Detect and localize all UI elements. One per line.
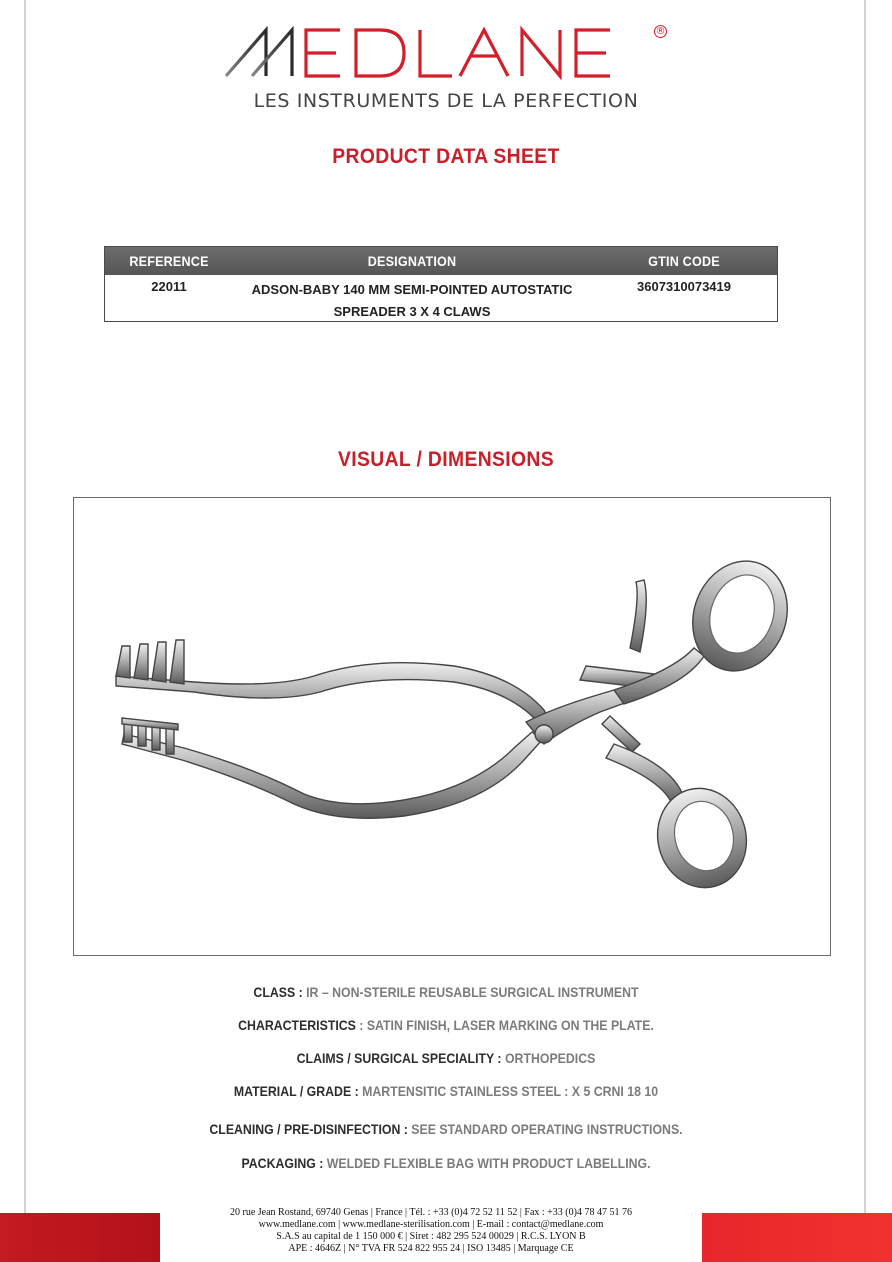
footer-web: www.medlane.com | www.medlane-sterilisation.com | E-mail : contact@medlane.com [258, 1219, 604, 1230]
spec-value: : SATIN FINISH, LASER MARKING ON THE PLATE. [359, 1017, 654, 1033]
spec-value: MARTENSITIC STAINLESS STEEL : X 5 CRNI 18 10 [362, 1083, 659, 1099]
footer-bar-right [702, 1213, 892, 1262]
header-reference: REFERENCE [129, 253, 209, 269]
registered-mark: ® [655, 26, 666, 37]
product-table [104, 246, 778, 322]
spec-characteristics [54, 1017, 839, 1033]
spec-claims [54, 1050, 839, 1066]
spec-material [54, 1083, 839, 1099]
header-gtin: GTIN CODE [648, 253, 720, 269]
footer-bar-left [0, 1213, 160, 1262]
spec-label: CLAIMS / SURGICAL SPECIALITY : [296, 1050, 505, 1066]
page-border-right [864, 0, 866, 1230]
visual-dimensions-title: VISUAL / DIMENSIONS [338, 448, 554, 471]
header-designation: DESIGNATION [367, 253, 457, 269]
cell-reference: 22011 [151, 279, 187, 294]
page-border-left [24, 0, 26, 1230]
spec-label: PACKAGING : [241, 1155, 327, 1171]
table-header [105, 247, 777, 275]
spec-label: CLASS : [253, 984, 307, 1000]
spec-value: IR – NON-STERILE REUSABLE SURGICAL INSTRUMENT [306, 984, 639, 1000]
table-row [105, 275, 777, 323]
footer-registration: APE : 4646Z | N° TVA FR 524 822 955 24 | ISO 13485 | Marquage CE [288, 1243, 574, 1254]
cell-designation: ADSON-BABY 140 MM SEMI-POINTED AUTOSTATIC SPREADER 3 X 4 CLAWS [251, 282, 573, 319]
medlane-logo [222, 24, 674, 84]
spec-label: CLEANING / PRE-DISINFECTION : [209, 1121, 412, 1137]
product-visual-frame [73, 497, 831, 956]
footer-company: S.A.S au capital de 1 150 000 € | Siret : 482 295 524 00029 | R.C.S. LYON B [276, 1231, 586, 1242]
product-data-sheet-title: PRODUCT DATA SHEET [332, 145, 560, 168]
spec-label: CHARACTERISTICS [238, 1017, 360, 1033]
spec-packaging [54, 1155, 839, 1171]
spec-value: ORTHOPEDICS [504, 1050, 596, 1066]
spec-value: SEE STANDARD OPERATING INSTRUCTIONS. [411, 1121, 683, 1137]
brand-tagline: LES INSTRUMENTS DE LA PERFECTION [253, 90, 639, 112]
spec-label: MATERIAL / GRADE : [233, 1083, 363, 1099]
spec-cleaning [54, 1121, 839, 1137]
retractor-image [74, 498, 829, 954]
footer-address: 20 rue Jean Rostand, 69740 Genas | France | Tél. : +33 (0)4 72 52 11 52 | Fax : +33 (0)4 78 47 51 76 [230, 1207, 632, 1218]
footer-contact [160, 1207, 702, 1255]
cell-gtin: 3607310073419 [637, 279, 731, 294]
spec-class [54, 984, 839, 1000]
spec-value: WELDED FLEXIBLE BAG WITH PRODUCT LABELLING. [326, 1155, 651, 1171]
